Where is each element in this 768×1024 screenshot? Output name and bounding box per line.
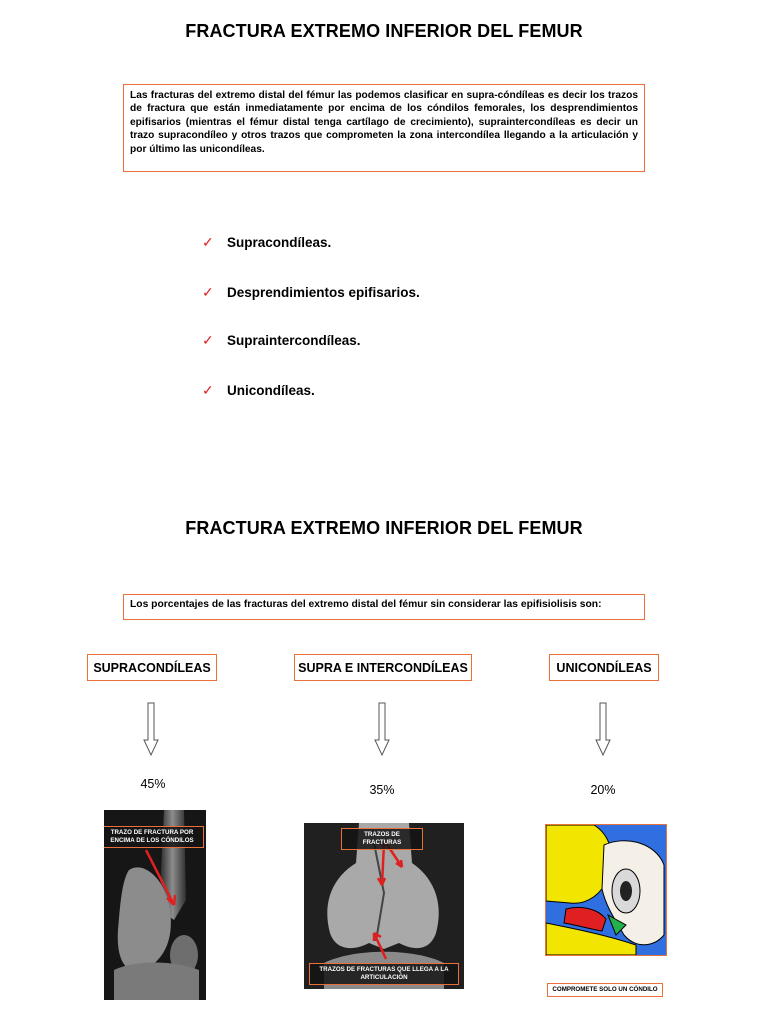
- page-title: FRACTURA EXTREMO INFERIOR DEL FEMUR: [185, 21, 583, 41]
- check-icon: ✓: [202, 332, 214, 348]
- list-item: [202, 382, 315, 399]
- category-supra-intercondileas: [294, 654, 472, 681]
- down-arrow-icon: [143, 702, 159, 756]
- percent-supracondileas: 45%: [140, 777, 166, 791]
- category-label: SUPRA E INTERCONDÍLEAS: [298, 660, 468, 675]
- list-item: [202, 332, 361, 349]
- check-icon: ✓: [202, 382, 214, 398]
- intro-box: [123, 84, 645, 172]
- check-icon: ✓: [202, 234, 214, 250]
- list-item-label: Desprendimientos epifisarios.: [227, 285, 420, 300]
- down-arrow-icon: [595, 702, 611, 756]
- check-icon: ✓: [202, 284, 214, 300]
- list-item: [202, 284, 420, 301]
- unicondylar-diagram-image: [545, 824, 667, 956]
- xray-label: TRAZO DE FRACTURA POR ENCIMA DE LOS CÓNDILOS: [104, 826, 204, 848]
- list-item-label: Unicondíleas.: [227, 383, 315, 398]
- diagram-label: COMPROMETE SOLO UN CÓNDILO: [547, 983, 663, 997]
- percent-supra-intercondileas: 35%: [369, 783, 395, 797]
- category-label: SUPRACONDÍLEAS: [93, 660, 211, 675]
- percent-unicondileas: 20%: [590, 783, 616, 797]
- xray-label-top: TRAZOS DE FRACTURAS: [341, 828, 423, 850]
- category-unicondileas: [549, 654, 659, 681]
- category-supracondileas: [87, 654, 217, 681]
- xray-label-bottom: TRAZOS DE FRACTURAS QUE LLEGA A LA ARTICULACIÓN: [309, 963, 459, 985]
- list-item-label: Supracondíleas.: [227, 235, 332, 250]
- xray-supracondylar-image: [104, 810, 206, 1000]
- list-item: [202, 234, 331, 251]
- intro-text: Las fracturas del extremo distal del fémur las podemos clasificar en supra-cóndíleas es decir los trazos de fractura que están inmediatamente por encima de los cóndilos femorales, los desprendimientos epifisarios (mientras el fémur distal tenga cartílago de crecimiento), supraintercondíleas es decir un trazo supracondíleo y otros trazos que comprometen la zona intercondílea llegando a la articulación y por último las unicondíleas.: [130, 90, 638, 155]
- percent-intro-box: [123, 594, 645, 620]
- xray-supra-intercondylar-image: [304, 823, 464, 989]
- section-title: FRACTURA EXTREMO INFERIOR DEL FEMUR: [185, 518, 583, 538]
- down-arrow-icon: [374, 702, 390, 756]
- category-label: UNICONDÍLEAS: [556, 660, 652, 675]
- percent-intro-text: Los porcentajes de las fracturas del extremo distal del fémur sin considerar las epifisiolisis son:: [130, 599, 602, 610]
- list-item-label: Supraintercondíleas.: [227, 333, 361, 348]
